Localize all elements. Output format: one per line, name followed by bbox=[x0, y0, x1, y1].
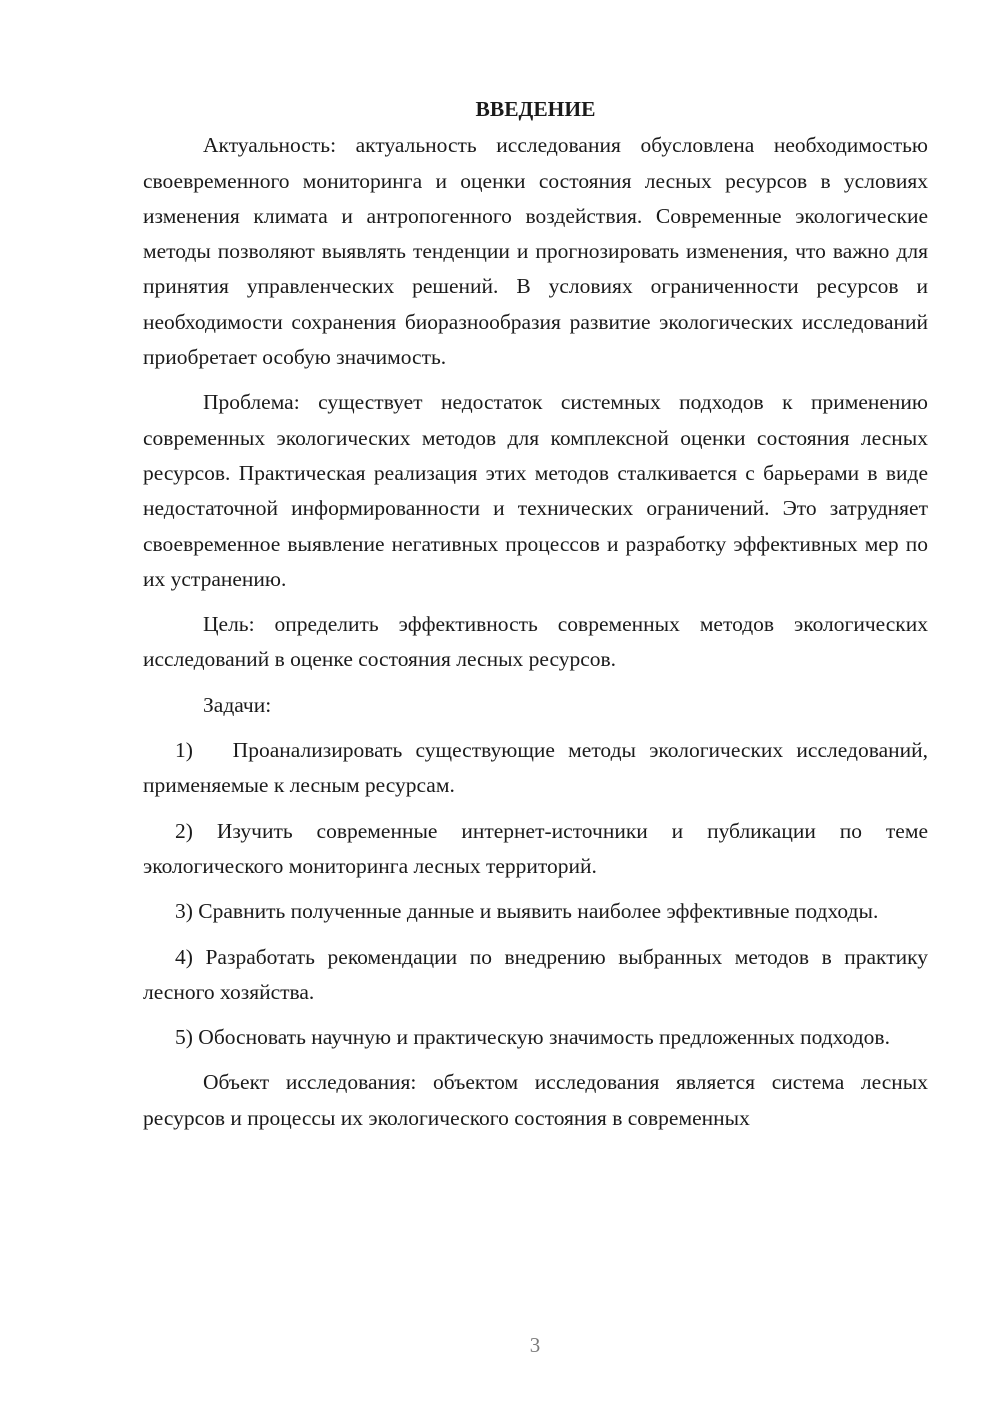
document-page bbox=[143, 92, 928, 1146]
task-text: Проанализировать существующие методы экологических исследований, применяемые к лесным ресурсам. bbox=[143, 738, 928, 798]
task-text: Обосновать научную и практическую значимость предложенных подходов. bbox=[198, 1025, 890, 1050]
task-spacer bbox=[193, 738, 233, 762]
paragraph-relevance: Актуальность: актуальность исследования обусловлена необходимостью своевременного мониторинга и оценки состояния лесных ресурсов в условиях изменения климата и антропогенного воздействия. Современные экологические методы позволяют выявлять тенденции и прогнозировать изменения, что важно для принятия управленческих решений. В условиях ограниченности ресурсов и необходимости сохранения биоразнообразия развитие экологических исследований приобретает особую значимость. bbox=[143, 133, 928, 370]
section-heading: ВВЕДЕНИЕ bbox=[475, 97, 596, 121]
task-number: 3) bbox=[175, 899, 193, 924]
paragraph-object: Объект исследования: объектом исследования является система лесных ресурсов и процессы их экологического состояния в современных bbox=[143, 1070, 928, 1130]
task-item bbox=[143, 1020, 928, 1055]
task-number: 1) bbox=[175, 738, 193, 763]
task-item bbox=[143, 733, 928, 804]
paragraph-problem: Проблема: существует недостаток системных подходов к применению современных экологических методов для комплексной оценки состояния лесных ресурсов. Практическая реализация этих методов сталкивается с барьерами в виде недостаточной информированности и технических ограничений. Это затрудняет своевременное выявление негативных процессов и разработку эффективных мер по их устранению. bbox=[143, 390, 928, 591]
task-number: 2) bbox=[175, 818, 193, 843]
task-item bbox=[143, 814, 928, 885]
task-item bbox=[143, 940, 928, 1011]
paragraph-goal: Цель: определить эффективность современных методов экологических исследований в оценке состояния лесных ресурсов. bbox=[143, 612, 928, 672]
task-item bbox=[143, 894, 928, 929]
tasks-label: Задачи: bbox=[203, 692, 272, 717]
task-number: 4) bbox=[175, 944, 193, 969]
task-text: Сравнить полученные данные и выявить наиболее эффективные подходы. bbox=[198, 899, 879, 924]
task-text: Разработать рекомендации по внедрению выбранных методов в практику лесного хозяйства. bbox=[143, 944, 928, 1004]
task-number: 5) bbox=[175, 1025, 193, 1050]
task-text: Изучить современные интернет-источники и публикации по теме экологического мониторинга лесных территорий. bbox=[143, 818, 928, 878]
page-number: 3 bbox=[529, 1333, 541, 1357]
